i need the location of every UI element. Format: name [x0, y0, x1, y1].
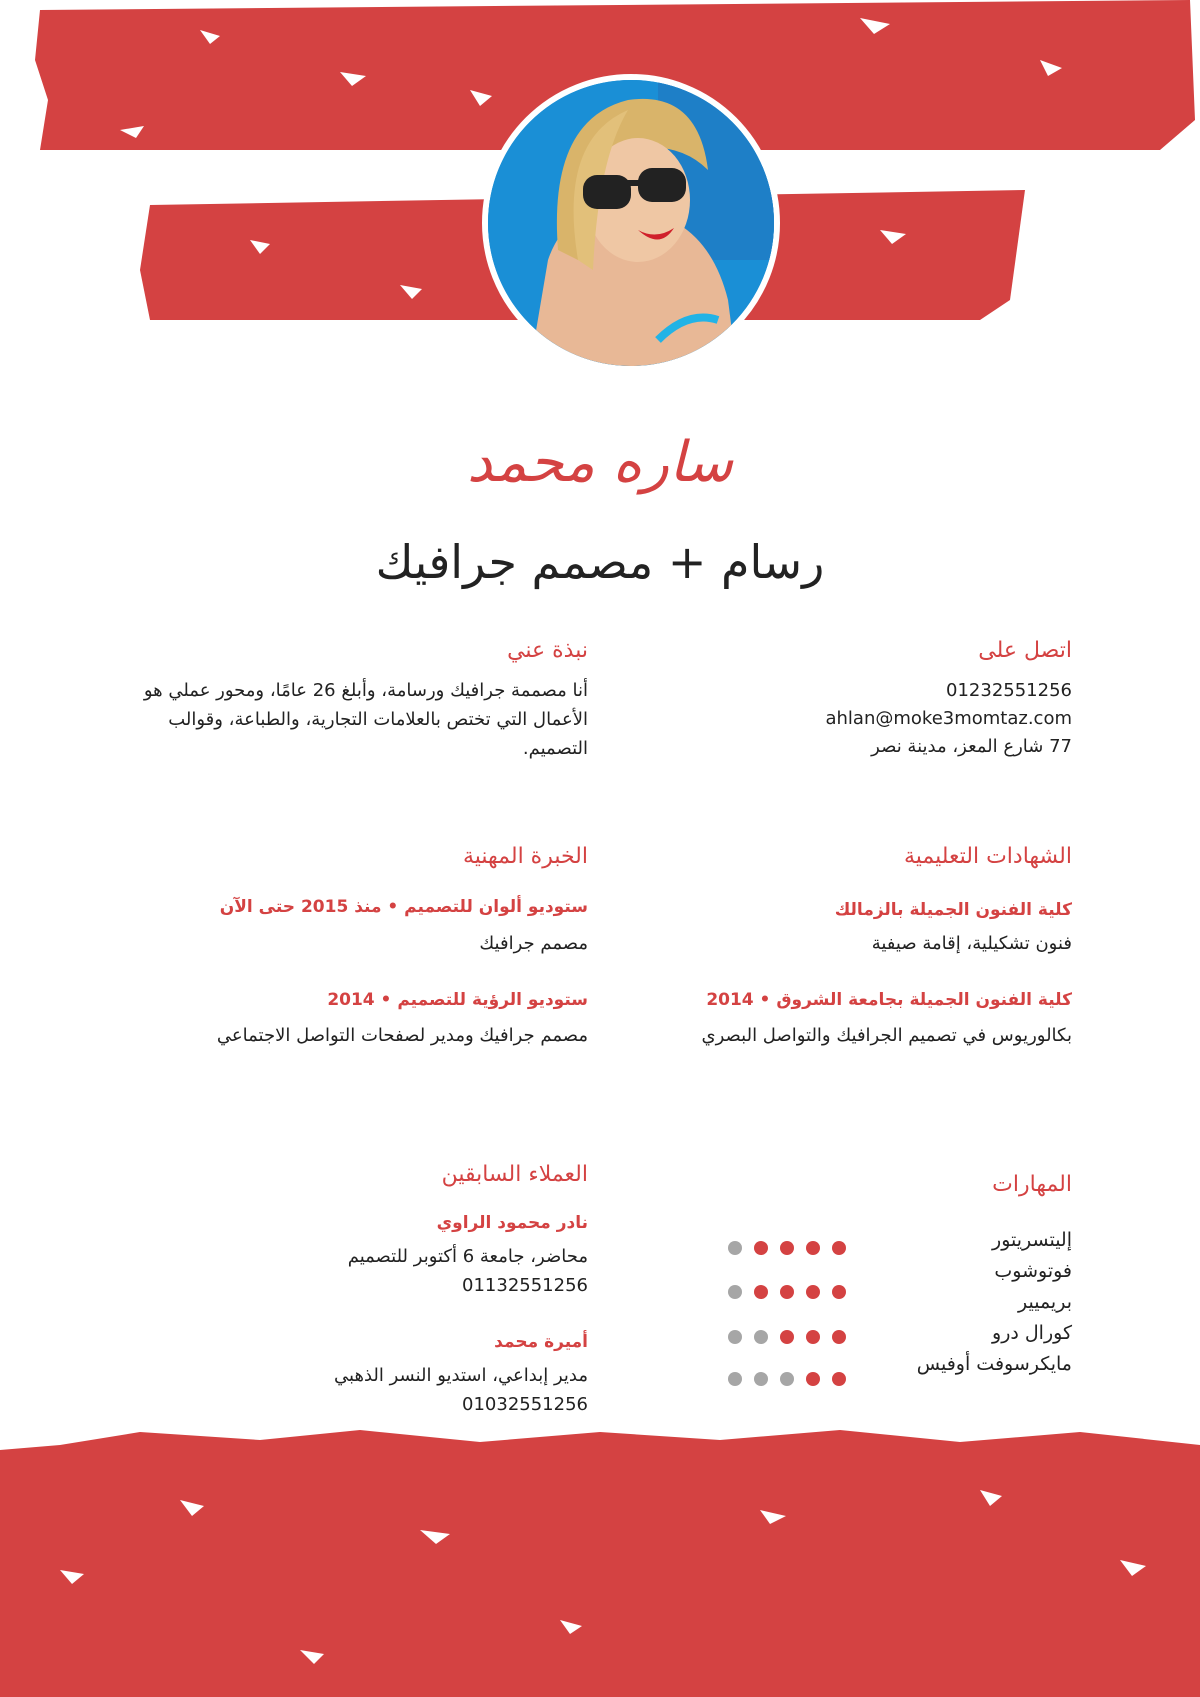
skill-dot	[832, 1372, 846, 1386]
skill-dot-row	[728, 1284, 858, 1303]
skill-label: فوتوشوب	[994, 1260, 1072, 1282]
skill-dot	[780, 1330, 794, 1344]
client-name: نادر محمود الراوي	[436, 1213, 588, 1233]
skill-label: كورال درو	[992, 1322, 1072, 1344]
education-item-detail: بكالوريوس في تصميم الجرافيك والتواصل البصري	[701, 1025, 1072, 1046]
skill-dot	[806, 1285, 820, 1299]
skill-dot	[754, 1330, 768, 1344]
education-item-heading: كلية الفنون الجميلة بالزمالك	[834, 900, 1072, 920]
person-name: ساره محمد	[466, 430, 734, 495]
skill-label: إليتسريتور	[992, 1229, 1072, 1251]
client-name: أميرة محمد	[494, 1332, 588, 1352]
skill-label: مايكرسوفت أوفيس	[916, 1353, 1072, 1375]
skill-dot-row	[728, 1329, 858, 1348]
education-section-title: الشهادات التعليمية	[903, 844, 1072, 869]
skill-dot	[780, 1285, 794, 1299]
client-phone: 01032551256	[462, 1394, 588, 1415]
skill-dot-row	[728, 1371, 858, 1390]
job-title: رسام + مصمم جرافيك	[375, 535, 825, 589]
experience-item-heading: ستوديو الرؤية للتصميم • 2014	[327, 990, 588, 1010]
client-role: مدير إبداعي، استديو النسر الذهبي	[334, 1365, 588, 1386]
contact-phone: 01232551256	[946, 680, 1072, 701]
skill-dot	[754, 1241, 768, 1255]
about-section-title: نبذة عني	[507, 638, 588, 663]
about-line-2: الأعمال التي تختص بالعلامات التجارية، والطباعة، وقوالب	[168, 709, 588, 730]
skill-dot	[728, 1285, 742, 1299]
skill-dot	[832, 1241, 846, 1255]
skill-label: بريميير	[1018, 1291, 1072, 1313]
skill-dot-row	[728, 1240, 858, 1259]
skill-dot	[806, 1330, 820, 1344]
skill-dot	[728, 1330, 742, 1344]
skill-dot	[780, 1372, 794, 1386]
skill-dot	[780, 1241, 794, 1255]
experience-item-detail: مصمم جرافيك ومدير لصفحات التواصل الاجتماعي	[216, 1025, 588, 1046]
education-item-heading: كلية الفنون الجميلة بجامعة الشروق • 2014	[706, 990, 1072, 1010]
client-phone: 01132551256	[462, 1275, 588, 1296]
contact-section-title: اتصل على	[978, 638, 1072, 663]
skill-dot	[832, 1330, 846, 1344]
skill-dot	[806, 1241, 820, 1255]
skill-dot	[832, 1285, 846, 1299]
about-line-3: التصميم.	[522, 738, 588, 759]
skills-section-title: المهارات	[992, 1172, 1072, 1197]
skill-dot	[728, 1372, 742, 1386]
skill-dot	[754, 1285, 768, 1299]
skill-dot	[728, 1241, 742, 1255]
experience-item-detail: مصمم جرافيك	[479, 933, 588, 954]
education-item-detail: فنون تشكيلية، إقامة صيفية	[871, 933, 1072, 954]
experience-section-title: الخبرة المهنية	[462, 844, 588, 869]
skill-dot	[806, 1372, 820, 1386]
contact-email[interactable]: ahlan@moke3momtaz.com	[825, 708, 1072, 729]
skill-dot	[754, 1372, 768, 1386]
experience-item-heading: ستوديو ألوان للتصميم • منذ 2015 حتى الآن	[219, 897, 588, 917]
client-role: محاضر، جامعة 6 أكتوبر للتصميم	[347, 1246, 588, 1267]
about-line-1: أنا مصممة جرافيك ورسامة، وأبلغ 26 عامًا، ومحور عملي هو	[143, 680, 588, 701]
clients-section-title: العملاء السابقين	[441, 1162, 588, 1187]
contact-address: 77 شارع المعز، مدينة نصر	[871, 736, 1072, 757]
profile-photo	[482, 74, 780, 372]
